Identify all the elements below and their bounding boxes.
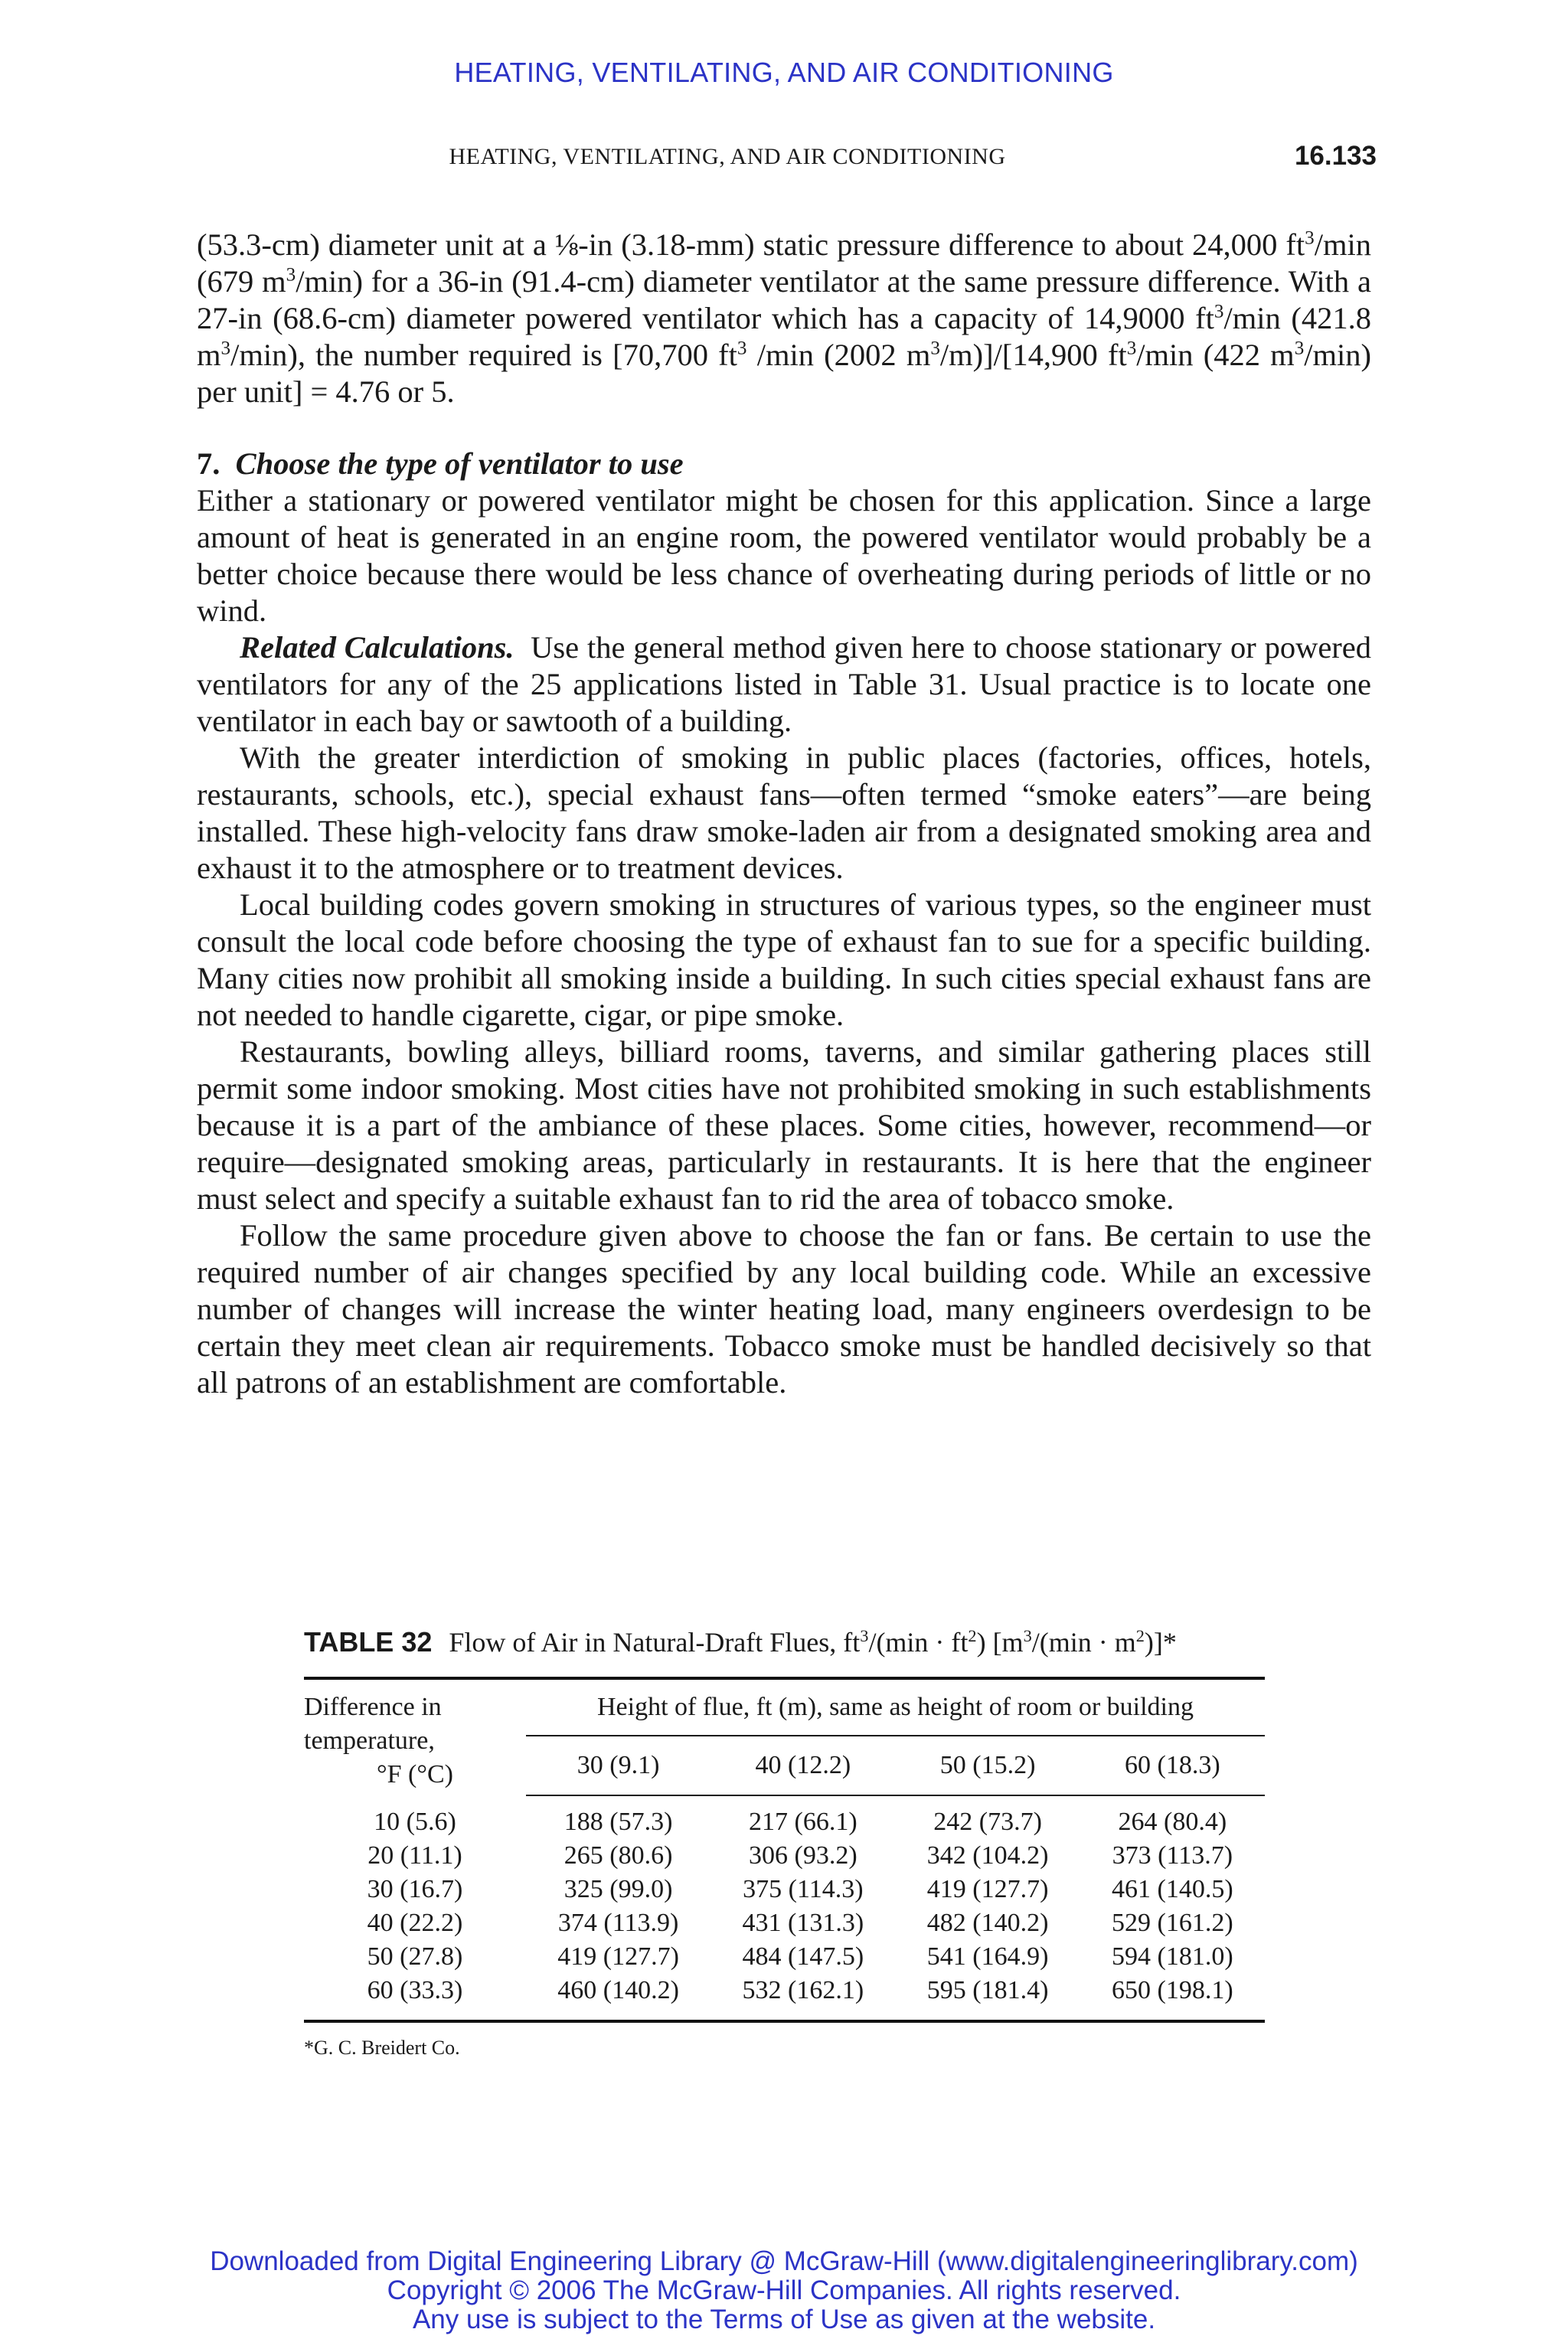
table-bottom-rule — [304, 2020, 1265, 2023]
table-cell: 40 (22.2) — [367, 1909, 463, 1937]
column-header: 50 (15.2) — [896, 1736, 1080, 1795]
table-row — [304, 1906, 1265, 1940]
table-footnote: *G. C. Breidert Co. — [304, 2037, 460, 2059]
stub-header: Difference in temperature, °F (°C) — [304, 1693, 453, 1788]
table-row — [304, 1839, 1265, 1873]
table-cell: 188 (57.3) — [564, 1808, 673, 1836]
footer-copyright: Copyright © 2006 The McGraw-Hill Companies. All rights reserved. — [387, 2275, 1181, 2305]
step-7-paragraph: Either a stationary or powered ventilator might be chosen for this application. Since a large amount of heat is generated in an engine room, the powered ventilator would probably be a better choice because there would be less chance of overheating during periods of little or no wind. — [197, 483, 1371, 628]
related-calculations-label: Related Calculations. — [240, 630, 514, 665]
related-calculations-paragraph: Related Calculations. Use the general method given here to choose stationary or powered ventilators for any of the 25 applications listed in Table 31. Usual practice is to locate one ventilator in each bay or sawtooth of a building. — [197, 630, 1372, 738]
table-cell: 595 (181.4) — [926, 1976, 1049, 2004]
continued-paragraph: (53.3-cm) diameter unit at a ⅛-in (3.18-mm) static pressure difference to about 24,000 $ft^3/\min$ (679 $m^3/\min$) for a 36-in (91.4-cm) diameter ventilator at the same pressure difference. With a 27-in (68.6-cm) diameter powered ventilator which has a capacity of 14,9000 $ft^3/\min$ (421.8 $m^3/\min$), the number required is [70,700 $ft^3$ /min (2002 $m^3/m)]/[14,900$ $ft^3/\min$ (422 $m^3/\min$) per unit] = 4.76 or 5. — [197, 227, 1372, 409]
paragraph-building-codes: Local building codes govern smoking in structures of various types, so the engineer must consult the local code before choosing the type of exhaust fan to sue for a specific building. Many cities now prohibit all smoking inside a building. In such cities special exhaust fans are not needed to handle cigarette, cigar, or pipe smoke. — [197, 887, 1371, 1032]
table-cell: 30 (16.7) — [367, 1875, 463, 1903]
step-7-heading — [197, 446, 1371, 482]
table-32 — [304, 1625, 1265, 2060]
table-row — [304, 1940, 1265, 1974]
table-cell: 306 (93.2) — [749, 1841, 858, 1870]
table-cell: 541 (164.9) — [926, 1942, 1049, 1971]
table-cell: 373 (113.7) — [1112, 1841, 1233, 1870]
table-row — [304, 1974, 1265, 2007]
table-cell: 529 (161.2) — [1112, 1909, 1233, 1937]
paragraph-restaurants: Restaurants, bowling alleys, billiard rooms, taverns, and similar gathering places still permit some indoor smoking. Most cities have not prohibited smoking in such establishments because it is a part of the ambiance of these places. Some cities, however, recommend—or require—designated smoking areas, particularly in restaurants. It is here that the engineer must select and specify a suitable exhaust fan to rid the area of tobacco smoke. — [197, 1034, 1371, 1216]
table-cell: 484 (147.5) — [742, 1942, 864, 1971]
table-cell: 265 (80.6) — [564, 1841, 673, 1870]
table-caption: TABLE 32 Flow of Air in Natural-Draft Flues, $ft^3/(\min \cdot ft^2) [m^3/(\min \cdot m^2)]*$ — [304, 1626, 1177, 1658]
table-cell: 242 (73.7) — [933, 1808, 1042, 1836]
table-row — [304, 1795, 1265, 1839]
table-cell: 460 (140.2) — [557, 1976, 679, 2004]
table-cell: 461 (140.5) — [1112, 1875, 1233, 1903]
table-cell: 594 (181.0) — [1112, 1942, 1233, 1971]
table-cell: 20 (11.1) — [368, 1841, 462, 1870]
step-title: Choose the type of ventilator to use — [235, 446, 684, 481]
step-number: 7. — [197, 446, 220, 481]
footer-terms-link[interactable]: Any use is subject to the Terms of Use as given at the website. — [412, 2305, 1156, 2334]
table-cell: 482 (140.2) — [926, 1909, 1049, 1937]
table-cell: 342 (104.2) — [926, 1841, 1049, 1870]
copyright-footer — [0, 2247, 1568, 2334]
paragraph-smoke-eaters: With the greater interdiction of smoking in public places (factories, offices, hotels, restaurants, schools, etc.), special exhaust fans—often termed “smoke eaters”—are being installed. These high-velocity fans draw smoke-laden air from a designated smoking area and exhaust it to the atmosphere or to treatment devices. — [197, 740, 1371, 885]
table-cell: 374 (113.9) — [557, 1909, 679, 1937]
spanner-header: Height of flue, ft (m), same as height of room or building — [526, 1680, 1265, 1736]
table-cell: 325 (99.0) — [564, 1875, 673, 1903]
flue-flow-table — [304, 1680, 1265, 2007]
running-head — [191, 138, 1377, 176]
table-cell: 217 (66.1) — [749, 1808, 858, 1836]
table-cell: 50 (27.8) — [367, 1942, 463, 1971]
table-cell: 375 (114.3) — [743, 1875, 864, 1903]
table-cell: 419 (127.7) — [557, 1942, 679, 1971]
table-cell: 650 (198.1) — [1112, 1976, 1233, 2004]
column-header: 60 (18.3) — [1080, 1736, 1265, 1795]
table-cell: 431 (131.3) — [742, 1909, 864, 1937]
table-cell: 419 (127.7) — [926, 1875, 1049, 1903]
paragraph-procedure: Follow the same procedure given above to choose the fan or fans. Be certain to use the required number of air changes specified by any local building code. While an excessive number of changes will increase the winter heating load, many engineers overdesign to be certain they meet clean air requirements. Tobacco smoke must be handled decisively so that all patrons of an establishment are comfortable. — [197, 1218, 1371, 1400]
table-cell: 532 (162.1) — [742, 1976, 864, 2004]
table-row — [304, 1873, 1265, 1906]
page-number: 16.133 — [1294, 141, 1377, 171]
table-label: TABLE 32 — [304, 1626, 433, 1658]
running-head-title: HEATING, VENTILATING, AND AIR CONDITIONING — [449, 144, 1006, 169]
footer-download-link[interactable]: Downloaded from Digital Engineering Library @ McGraw-Hill (www.digitalengineeringlibrary.com) — [210, 2246, 1358, 2276]
source-banner: HEATING, VENTILATING, AND AIR CONDITIONING — [454, 57, 1114, 88]
table-cell: 10 (5.6) — [374, 1807, 456, 1836]
table-cell: 60 (33.3) — [367, 1976, 463, 2004]
table-cell: 264 (80.4) — [1118, 1808, 1227, 1836]
body-text — [197, 227, 1371, 1401]
column-header: 30 (9.1) — [526, 1736, 710, 1795]
column-header: 40 (12.2) — [710, 1736, 895, 1795]
